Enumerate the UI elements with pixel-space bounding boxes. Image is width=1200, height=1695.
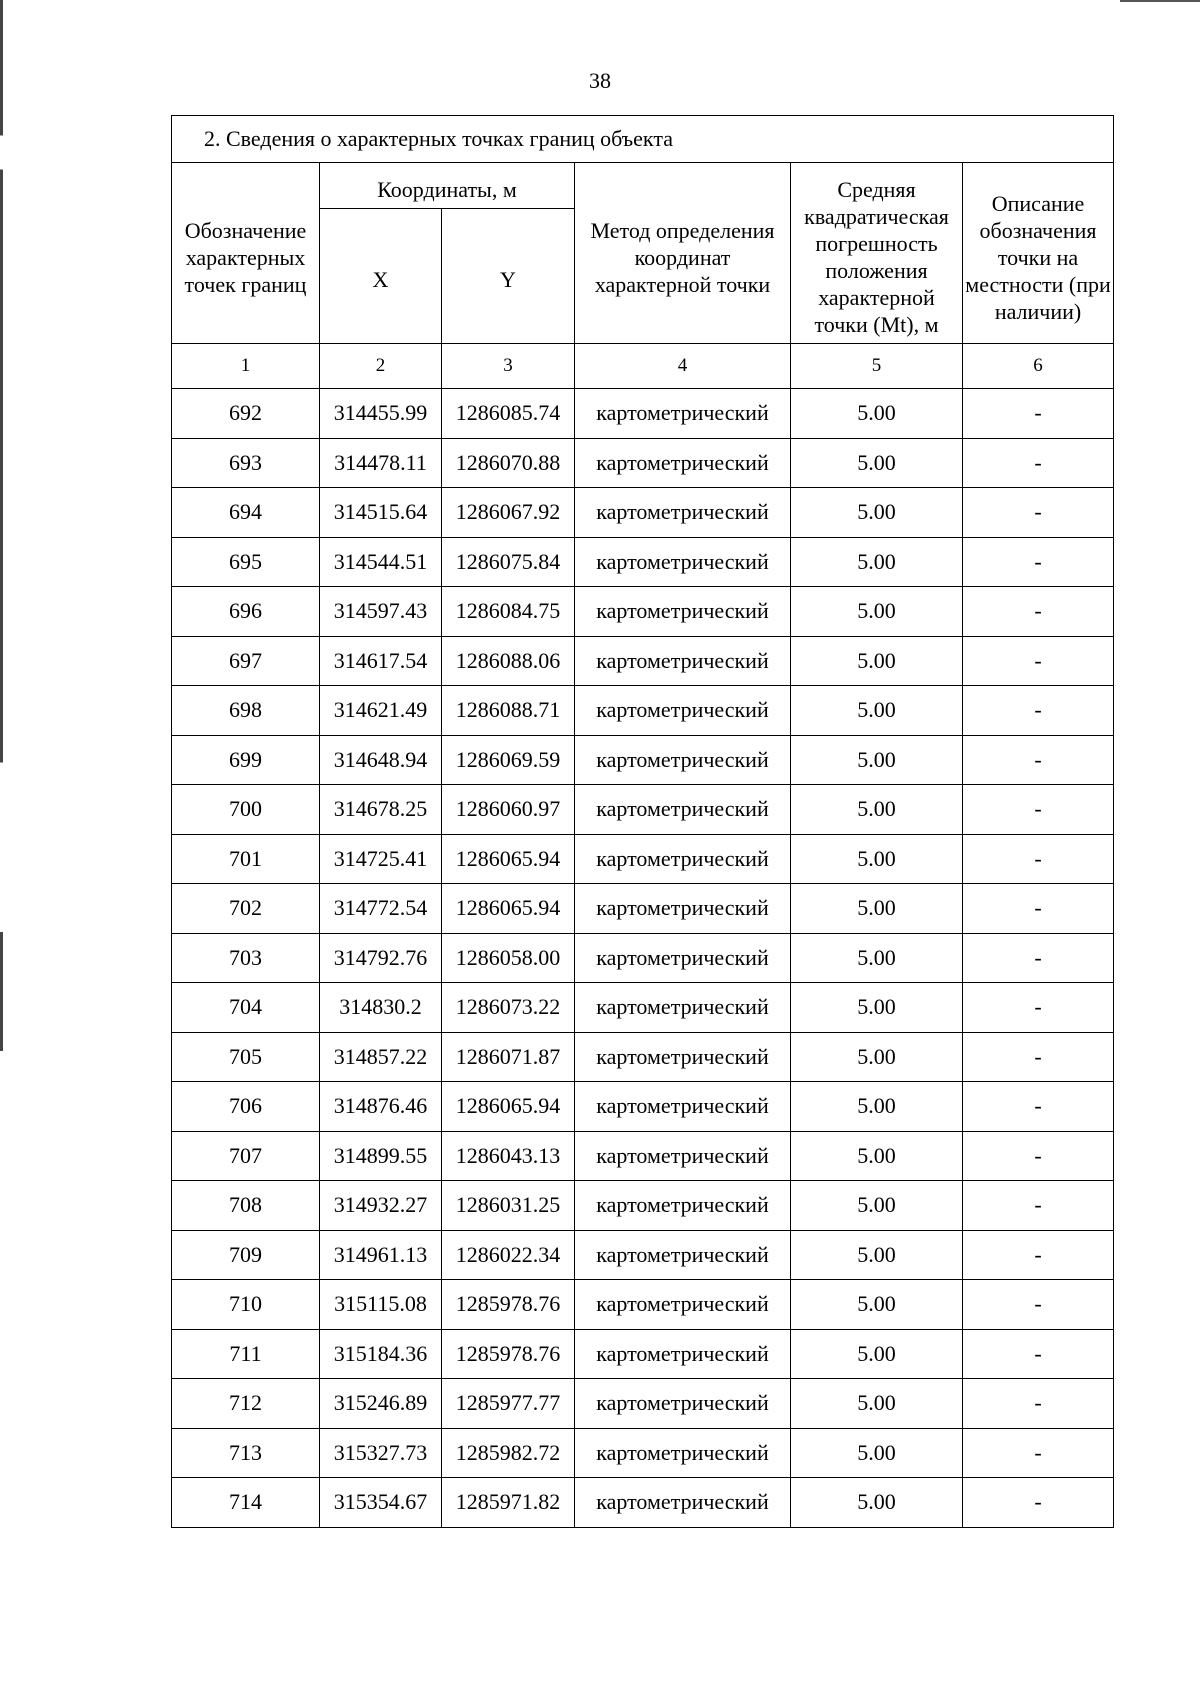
description-cell: - [963, 1032, 1114, 1082]
method-cell: картометрический [575, 1181, 791, 1231]
table-row [172, 1131, 1114, 1181]
x-coordinate-cell: 314725.41 [320, 834, 442, 884]
table-row [172, 1379, 1114, 1429]
point-cell: 697 [172, 636, 320, 686]
method-cell: картометрический [575, 488, 791, 538]
point-cell: 705 [172, 1032, 320, 1082]
error-cell: 5.00 [791, 1181, 963, 1231]
method-cell: картометрический [575, 785, 791, 835]
x-coordinate-cell: 314478.11 [320, 438, 442, 488]
y-coordinate-cell: 1285978.76 [442, 1329, 575, 1379]
y-coordinate-cell: 1285971.82 [442, 1478, 575, 1528]
table-row [172, 983, 1114, 1033]
method-cell: картометрический [575, 587, 791, 637]
method-cell: картометрический [575, 537, 791, 587]
point-cell: 692 [172, 389, 320, 439]
column-number: 1 [172, 344, 320, 389]
x-coordinate-cell: 314961.13 [320, 1230, 442, 1280]
error-cell: 5.00 [791, 785, 963, 835]
header-method: Метод определения координат характерной точки [575, 163, 791, 344]
method-cell: картометрический [575, 735, 791, 785]
y-coordinate-cell: 1286073.22 [442, 983, 575, 1033]
description-cell: - [963, 1428, 1114, 1478]
y-coordinate-cell: 1286069.59 [442, 735, 575, 785]
error-cell: 5.00 [791, 884, 963, 934]
point-cell: 702 [172, 884, 320, 934]
y-coordinate-cell: 1285978.76 [442, 1280, 575, 1330]
method-cell: картометрический [575, 983, 791, 1033]
x-coordinate-cell: 315246.89 [320, 1379, 442, 1429]
table-row [172, 389, 1114, 439]
method-cell: картометрический [575, 933, 791, 983]
y-coordinate-cell: 1286031.25 [442, 1181, 575, 1231]
y-coordinate-cell: 1286060.97 [442, 785, 575, 835]
table-row [172, 785, 1114, 835]
point-cell: 712 [172, 1379, 320, 1429]
method-cell: картометрический [575, 1329, 791, 1379]
y-coordinate-cell: 1286085.74 [442, 389, 575, 439]
table-row [172, 438, 1114, 488]
page-number: 38 [589, 68, 611, 93]
table-row [172, 735, 1114, 785]
x-coordinate-cell: 315327.73 [320, 1428, 442, 1478]
method-cell: картометрический [575, 1032, 791, 1082]
method-cell: картометрический [575, 438, 791, 488]
table-row [172, 1478, 1114, 1528]
error-cell: 5.00 [791, 983, 963, 1033]
point-cell: 713 [172, 1428, 320, 1478]
error-cell: 5.00 [791, 1428, 963, 1478]
x-coordinate-cell: 314678.25 [320, 785, 442, 835]
point-cell: 711 [172, 1329, 320, 1379]
y-coordinate-cell: 1286088.06 [442, 636, 575, 686]
table-row [172, 636, 1114, 686]
method-cell: картометрический [575, 1428, 791, 1478]
header-error: Средняя квадратическая погрешность положения характерной точки (Mt), м [791, 163, 963, 344]
x-coordinate-cell: 315184.36 [320, 1329, 442, 1379]
y-coordinate-cell: 1286075.84 [442, 537, 575, 587]
section-title-row [172, 116, 1114, 163]
x-coordinate-cell: 314648.94 [320, 735, 442, 785]
scan-edge-left [0, 0, 3, 1695]
header-x: X [320, 209, 442, 344]
scan-edge-top [1120, 0, 1200, 2]
point-cell: 714 [172, 1478, 320, 1528]
method-cell: картометрический [575, 834, 791, 884]
description-cell: - [963, 1379, 1114, 1429]
method-cell: картометрический [575, 1280, 791, 1330]
y-coordinate-cell: 1285977.77 [442, 1379, 575, 1429]
point-cell: 709 [172, 1230, 320, 1280]
y-coordinate-cell: 1286065.94 [442, 884, 575, 934]
y-coordinate-cell: 1286070.88 [442, 438, 575, 488]
method-cell: картометрический [575, 884, 791, 934]
y-coordinate-cell: 1286022.34 [442, 1230, 575, 1280]
y-coordinate-cell: 1286043.13 [442, 1131, 575, 1181]
description-cell: - [963, 1230, 1114, 1280]
x-coordinate-cell: 314830.2 [320, 983, 442, 1033]
x-coordinate-cell: 315115.08 [320, 1280, 442, 1330]
table-row [172, 488, 1114, 538]
x-coordinate-cell: 315354.67 [320, 1478, 442, 1528]
x-coordinate-cell: 314621.49 [320, 686, 442, 736]
error-cell: 5.00 [791, 933, 963, 983]
method-cell: картометрический [575, 1131, 791, 1181]
table-row [172, 686, 1114, 736]
header-row [172, 163, 1114, 209]
y-coordinate-cell: 1286067.92 [442, 488, 575, 538]
boundary-points-table [171, 115, 1114, 1528]
y-coordinate-cell: 1286084.75 [442, 587, 575, 637]
point-cell: 693 [172, 438, 320, 488]
description-cell: - [963, 438, 1114, 488]
point-cell: 701 [172, 834, 320, 884]
method-cell: картометрический [575, 1379, 791, 1429]
error-cell: 5.00 [791, 389, 963, 439]
description-cell: - [963, 587, 1114, 637]
description-cell: - [963, 1082, 1114, 1132]
column-number: 3 [442, 344, 575, 389]
point-cell: 699 [172, 735, 320, 785]
x-coordinate-cell: 314899.55 [320, 1131, 442, 1181]
point-cell: 698 [172, 686, 320, 736]
method-cell: картометрический [575, 389, 791, 439]
y-coordinate-cell: 1285982.72 [442, 1428, 575, 1478]
method-cell: картометрический [575, 686, 791, 736]
error-cell: 5.00 [791, 1082, 963, 1132]
description-cell: - [963, 1280, 1114, 1330]
point-cell: 707 [172, 1131, 320, 1181]
x-coordinate-cell: 314597.43 [320, 587, 442, 637]
description-cell: - [963, 834, 1114, 884]
point-cell: 694 [172, 488, 320, 538]
point-cell: 704 [172, 983, 320, 1033]
error-cell: 5.00 [791, 587, 963, 637]
header-description: Описание обозначения точки на местности (при наличии) [963, 163, 1114, 344]
x-coordinate-cell: 314876.46 [320, 1082, 442, 1132]
table-row [172, 1329, 1114, 1379]
x-coordinate-cell: 314772.54 [320, 884, 442, 934]
error-cell: 5.00 [791, 1032, 963, 1082]
x-coordinate-cell: 314544.51 [320, 537, 442, 587]
error-cell: 5.00 [791, 1379, 963, 1429]
table-row [172, 537, 1114, 587]
description-cell: - [963, 983, 1114, 1033]
method-cell: картометрический [575, 1478, 791, 1528]
y-coordinate-cell: 1286065.94 [442, 1082, 575, 1132]
header-y: Y [442, 209, 575, 344]
description-cell: - [963, 785, 1114, 835]
header-designation: Обозначение характерных точек границ [172, 163, 320, 344]
section-title: 2. Сведения о характерных точках границ объекта [172, 116, 1114, 163]
error-cell: 5.00 [791, 488, 963, 538]
column-number: 5 [791, 344, 963, 389]
table-row [172, 1280, 1114, 1330]
table-row [172, 1082, 1114, 1132]
error-cell: 5.00 [791, 1329, 963, 1379]
error-cell: 5.00 [791, 834, 963, 884]
point-cell: 696 [172, 587, 320, 637]
x-coordinate-cell: 314792.76 [320, 933, 442, 983]
error-cell: 5.00 [791, 438, 963, 488]
description-cell: - [963, 933, 1114, 983]
description-cell: - [963, 389, 1114, 439]
column-number: 2 [320, 344, 442, 389]
error-cell: 5.00 [791, 735, 963, 785]
y-coordinate-cell: 1286071.87 [442, 1032, 575, 1082]
error-cell: 5.00 [791, 686, 963, 736]
x-coordinate-cell: 314455.99 [320, 389, 442, 439]
y-coordinate-cell: 1286058.00 [442, 933, 575, 983]
column-number: 4 [575, 344, 791, 389]
header-coordinates: Координаты, м [320, 163, 575, 209]
error-cell: 5.00 [791, 636, 963, 686]
point-cell: 700 [172, 785, 320, 835]
method-cell: картометрический [575, 1230, 791, 1280]
table-row [172, 1181, 1114, 1231]
point-cell: 710 [172, 1280, 320, 1330]
method-cell: картометрический [575, 1082, 791, 1132]
error-cell: 5.00 [791, 537, 963, 587]
description-cell: - [963, 636, 1114, 686]
column-number: 6 [963, 344, 1114, 389]
description-cell: - [963, 686, 1114, 736]
error-cell: 5.00 [791, 1280, 963, 1330]
table-row [172, 884, 1114, 934]
y-coordinate-cell: 1286088.71 [442, 686, 575, 736]
error-cell: 5.00 [791, 1230, 963, 1280]
y-coordinate-cell: 1286065.94 [442, 834, 575, 884]
error-cell: 5.00 [791, 1131, 963, 1181]
description-cell: - [963, 488, 1114, 538]
point-cell: 706 [172, 1082, 320, 1132]
description-cell: - [963, 735, 1114, 785]
point-cell: 708 [172, 1181, 320, 1231]
table-row [172, 1428, 1114, 1478]
error-cell: 5.00 [791, 1478, 963, 1528]
table-row [172, 834, 1114, 884]
description-cell: - [963, 1181, 1114, 1231]
table-row [172, 1230, 1114, 1280]
method-cell: картометрический [575, 636, 791, 686]
table-row [172, 1032, 1114, 1082]
table-row [172, 933, 1114, 983]
point-cell: 703 [172, 933, 320, 983]
x-coordinate-cell: 314617.54 [320, 636, 442, 686]
description-cell: - [963, 537, 1114, 587]
point-cell: 695 [172, 537, 320, 587]
description-cell: - [963, 884, 1114, 934]
description-cell: - [963, 1131, 1114, 1181]
table-row [172, 587, 1114, 637]
description-cell: - [963, 1329, 1114, 1379]
description-cell: - [963, 1478, 1114, 1528]
x-coordinate-cell: 314515.64 [320, 488, 442, 538]
x-coordinate-cell: 314932.27 [320, 1181, 442, 1231]
column-numbers-row [172, 344, 1114, 389]
x-coordinate-cell: 314857.22 [320, 1032, 442, 1082]
